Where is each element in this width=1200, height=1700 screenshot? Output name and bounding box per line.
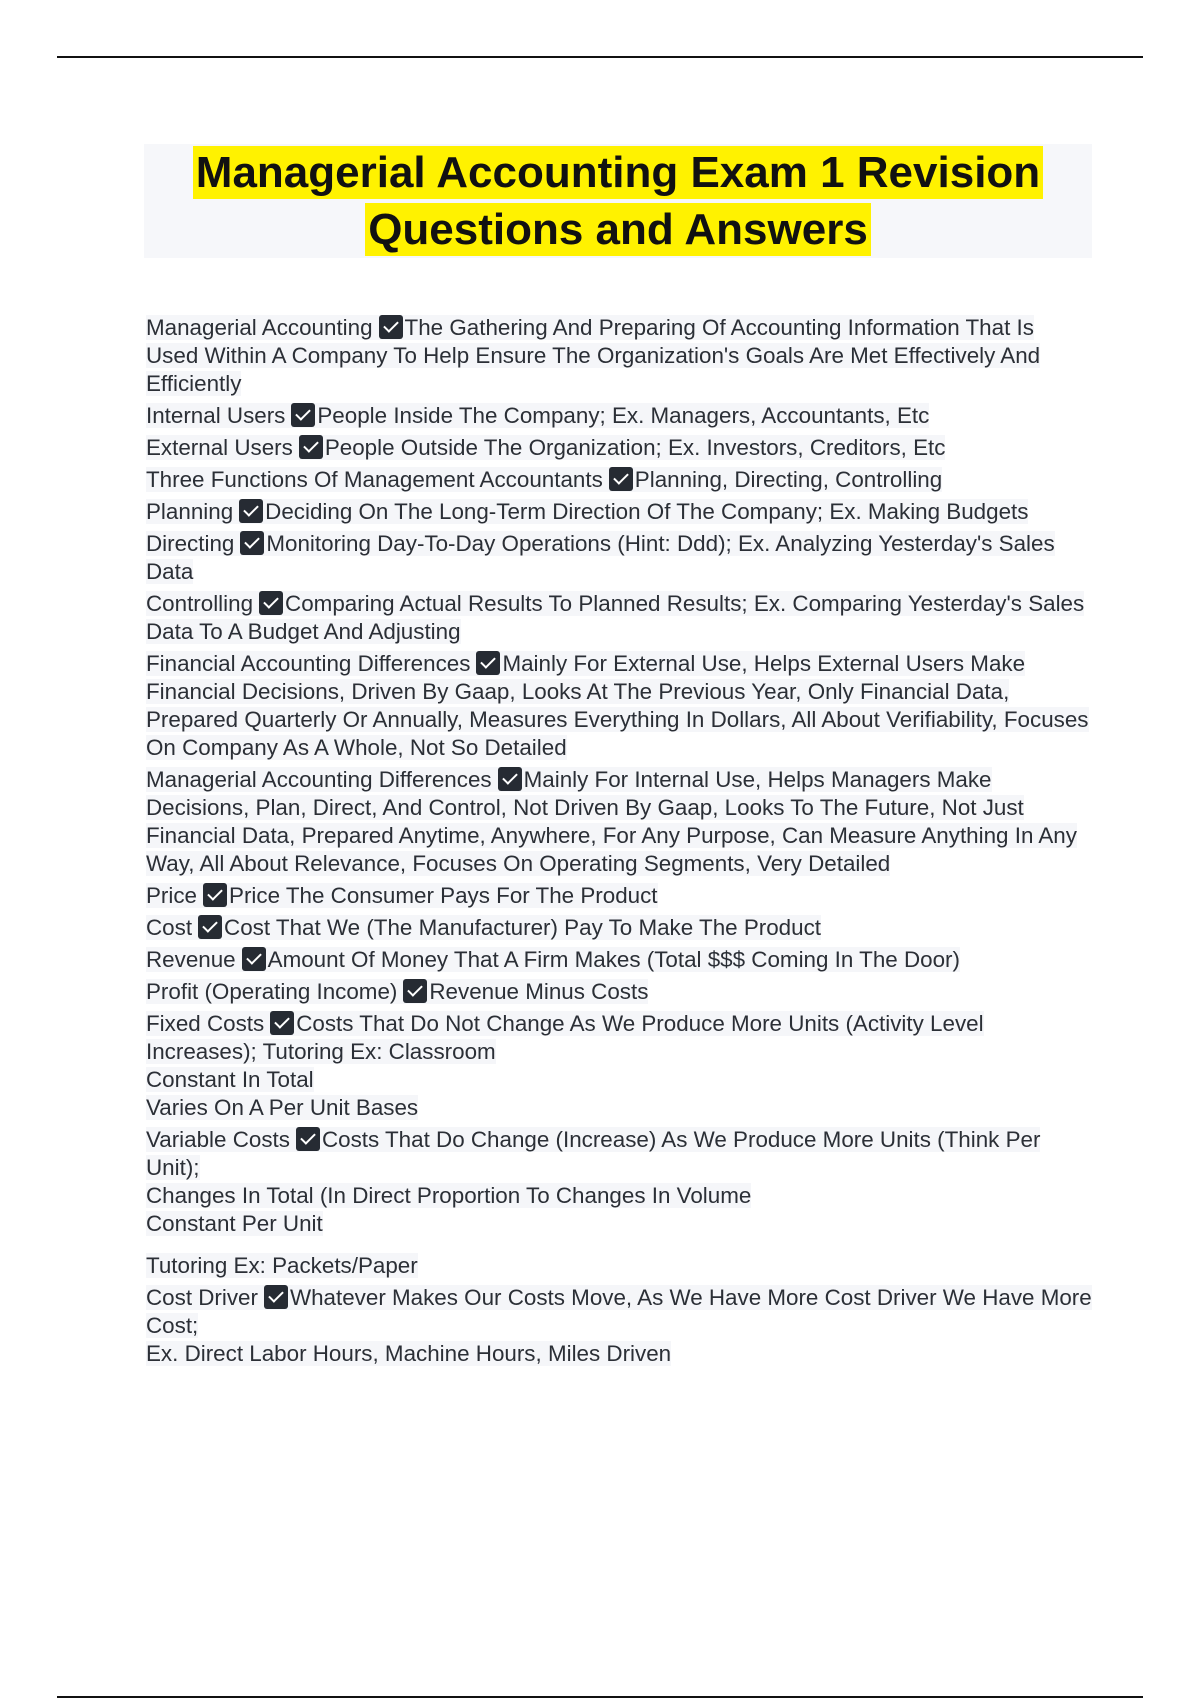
qa-entry: [146, 314, 1092, 398]
qa-list: [146, 314, 1092, 1372]
qa-entry: [146, 402, 1092, 430]
entry-definition: Monitoring Day-To-Day Operations (Hint: Ddd); Ex. Analyzing Yesterday's Sales Data: [146, 531, 1055, 584]
entry-term: Managerial Accounting: [146, 315, 373, 340]
qa-entry: [146, 914, 1092, 942]
entry-term: Internal Users: [146, 403, 286, 428]
check-box-icon: [379, 315, 403, 339]
check-box-icon: [291, 403, 315, 427]
entry-definition: Amount Of Money That A Firm Makes (Total $$$ Coming In The Door): [267, 947, 960, 972]
entry-definition: Costs That Do Change (Increase) As We Produce More Units (Think Per Unit);: [146, 1127, 1041, 1180]
qa-entry: [146, 766, 1092, 878]
check-box-icon: [299, 435, 323, 459]
qa-entry: [146, 498, 1092, 526]
entry-term: Cost Driver: [146, 1285, 258, 1310]
entry-definition: Deciding On The Long-Term Direction Of The Company; Ex. Making Budgets: [265, 499, 1029, 524]
title-line-1: Managerial Accounting Exam 1 Revision: [193, 146, 1043, 199]
qa-entry: [146, 530, 1092, 586]
entry-definition: Comparing Actual Results To Planned Results; Ex. Comparing Yesterday's Sales Data To A Budget And Adjusting: [146, 591, 1085, 644]
qa-entry: [146, 434, 1092, 462]
qa-entry: [146, 1010, 1092, 1122]
entry-definition: People Inside The Company; Ex. Managers, Accountants, Etc: [317, 403, 930, 428]
entry-term: Fixed Costs: [146, 1011, 265, 1036]
entry-term: Three Functions Of Management Accountants: [146, 467, 603, 492]
entry-definition: Mainly For External Use, Helps External Users Make Financial Decisions, Driven By Gaap, Looks At The Previous Year, Only Financial Data, Prepared Quarterly Or Annually, Measures Everything In Dollars, All About Verifiability, Focuses On Company As A Whole, Not So Detailed: [146, 651, 1089, 760]
check-box-icon: [498, 767, 522, 791]
document-title: [144, 144, 1092, 258]
entry-definition: Planning, Directing, Controlling: [634, 467, 943, 492]
check-box-icon: [242, 947, 266, 971]
qa-entry: [146, 978, 1092, 1006]
entry-definition: Mainly For Internal Use, Helps Managers Make Decisions, Plan, Direct, And Control, Not Driven By Gaap, Looks To The Future, Not Just Financial Data, Prepared Anytime, Anywhere, For Any Purpose, Can Measure Anything In Any Way, All About Relevance, Focuses On Operating Segments, Very Detailed: [146, 767, 1077, 876]
entry-term: Controlling: [146, 591, 254, 616]
qa-entry: [146, 882, 1092, 910]
entry-definition: Revenue Minus Costs: [429, 979, 649, 1004]
top-rule: [57, 56, 1143, 58]
entry-definition: The Gathering And Preparing Of Accounting Information That Is Used Within A Company To Help Ensure The Organization's Goals Are Met Effectively And Efficiently: [146, 315, 1041, 396]
check-box-icon: [609, 467, 633, 491]
check-box-icon: [259, 591, 283, 615]
entry-definition: Whatever Makes Our Costs Move, As We Have More Cost Driver We Have More Cost;: [146, 1285, 1092, 1338]
check-box-icon: [296, 1127, 320, 1151]
entry-extra-line: Ex. Direct Labor Hours, Machine Hours, Miles Driven: [146, 1341, 672, 1366]
entry-extra-line: Varies On A Per Unit Bases: [146, 1095, 419, 1120]
title-line-2: Questions and Answers: [365, 203, 871, 256]
entry-term: Directing: [146, 531, 235, 556]
qa-entry: [146, 466, 1092, 494]
entry-term: Revenue: [146, 947, 236, 972]
entry-definition: People Outside The Organization; Ex. Investors, Creditors, Etc: [324, 435, 946, 460]
qa-entry: [146, 1126, 1092, 1280]
entry-extra-line: Constant Per Unit: [146, 1211, 323, 1236]
entry-definition: Price The Consumer Pays For The Product: [229, 883, 658, 908]
qa-entry: [146, 650, 1092, 762]
entry-term: External Users: [146, 435, 293, 460]
entry-definition: Costs That Do Not Change As We Produce More Units (Activity Level Increases); Tutoring Ex: Classroom: [146, 1011, 984, 1064]
check-box-icon: [476, 651, 500, 675]
check-box-icon: [240, 531, 264, 555]
entry-term: Price: [146, 883, 198, 908]
check-box-icon: [198, 915, 222, 939]
qa-entry: [146, 1284, 1092, 1368]
entry-term: Variable Costs: [146, 1127, 290, 1152]
entry-term: Managerial Accounting Differences: [146, 767, 492, 792]
entry-term: Planning: [146, 499, 234, 524]
entry-extra-line: Tutoring Ex: Packets/Paper: [146, 1253, 418, 1278]
entry-term: Financial Accounting Differences: [146, 651, 471, 676]
check-box-icon: [264, 1285, 288, 1309]
bottom-rule: [57, 1696, 1143, 1698]
check-box-icon: [239, 499, 263, 523]
check-box-icon: [403, 979, 427, 1003]
entry-extra-line: Constant In Total: [146, 1067, 314, 1092]
check-box-icon: [270, 1011, 294, 1035]
qa-entry: [146, 590, 1092, 646]
entry-definition: Cost That We (The Manufacturer) Pay To Make The Product: [224, 915, 821, 940]
entry-term: Profit (Operating Income): [146, 979, 398, 1004]
entry-extra-line: Changes In Total (In Direct Proportion To Changes In Volume: [146, 1183, 752, 1208]
check-box-icon: [203, 883, 227, 907]
entry-term: Cost: [146, 915, 193, 940]
qa-entry: [146, 946, 1092, 974]
